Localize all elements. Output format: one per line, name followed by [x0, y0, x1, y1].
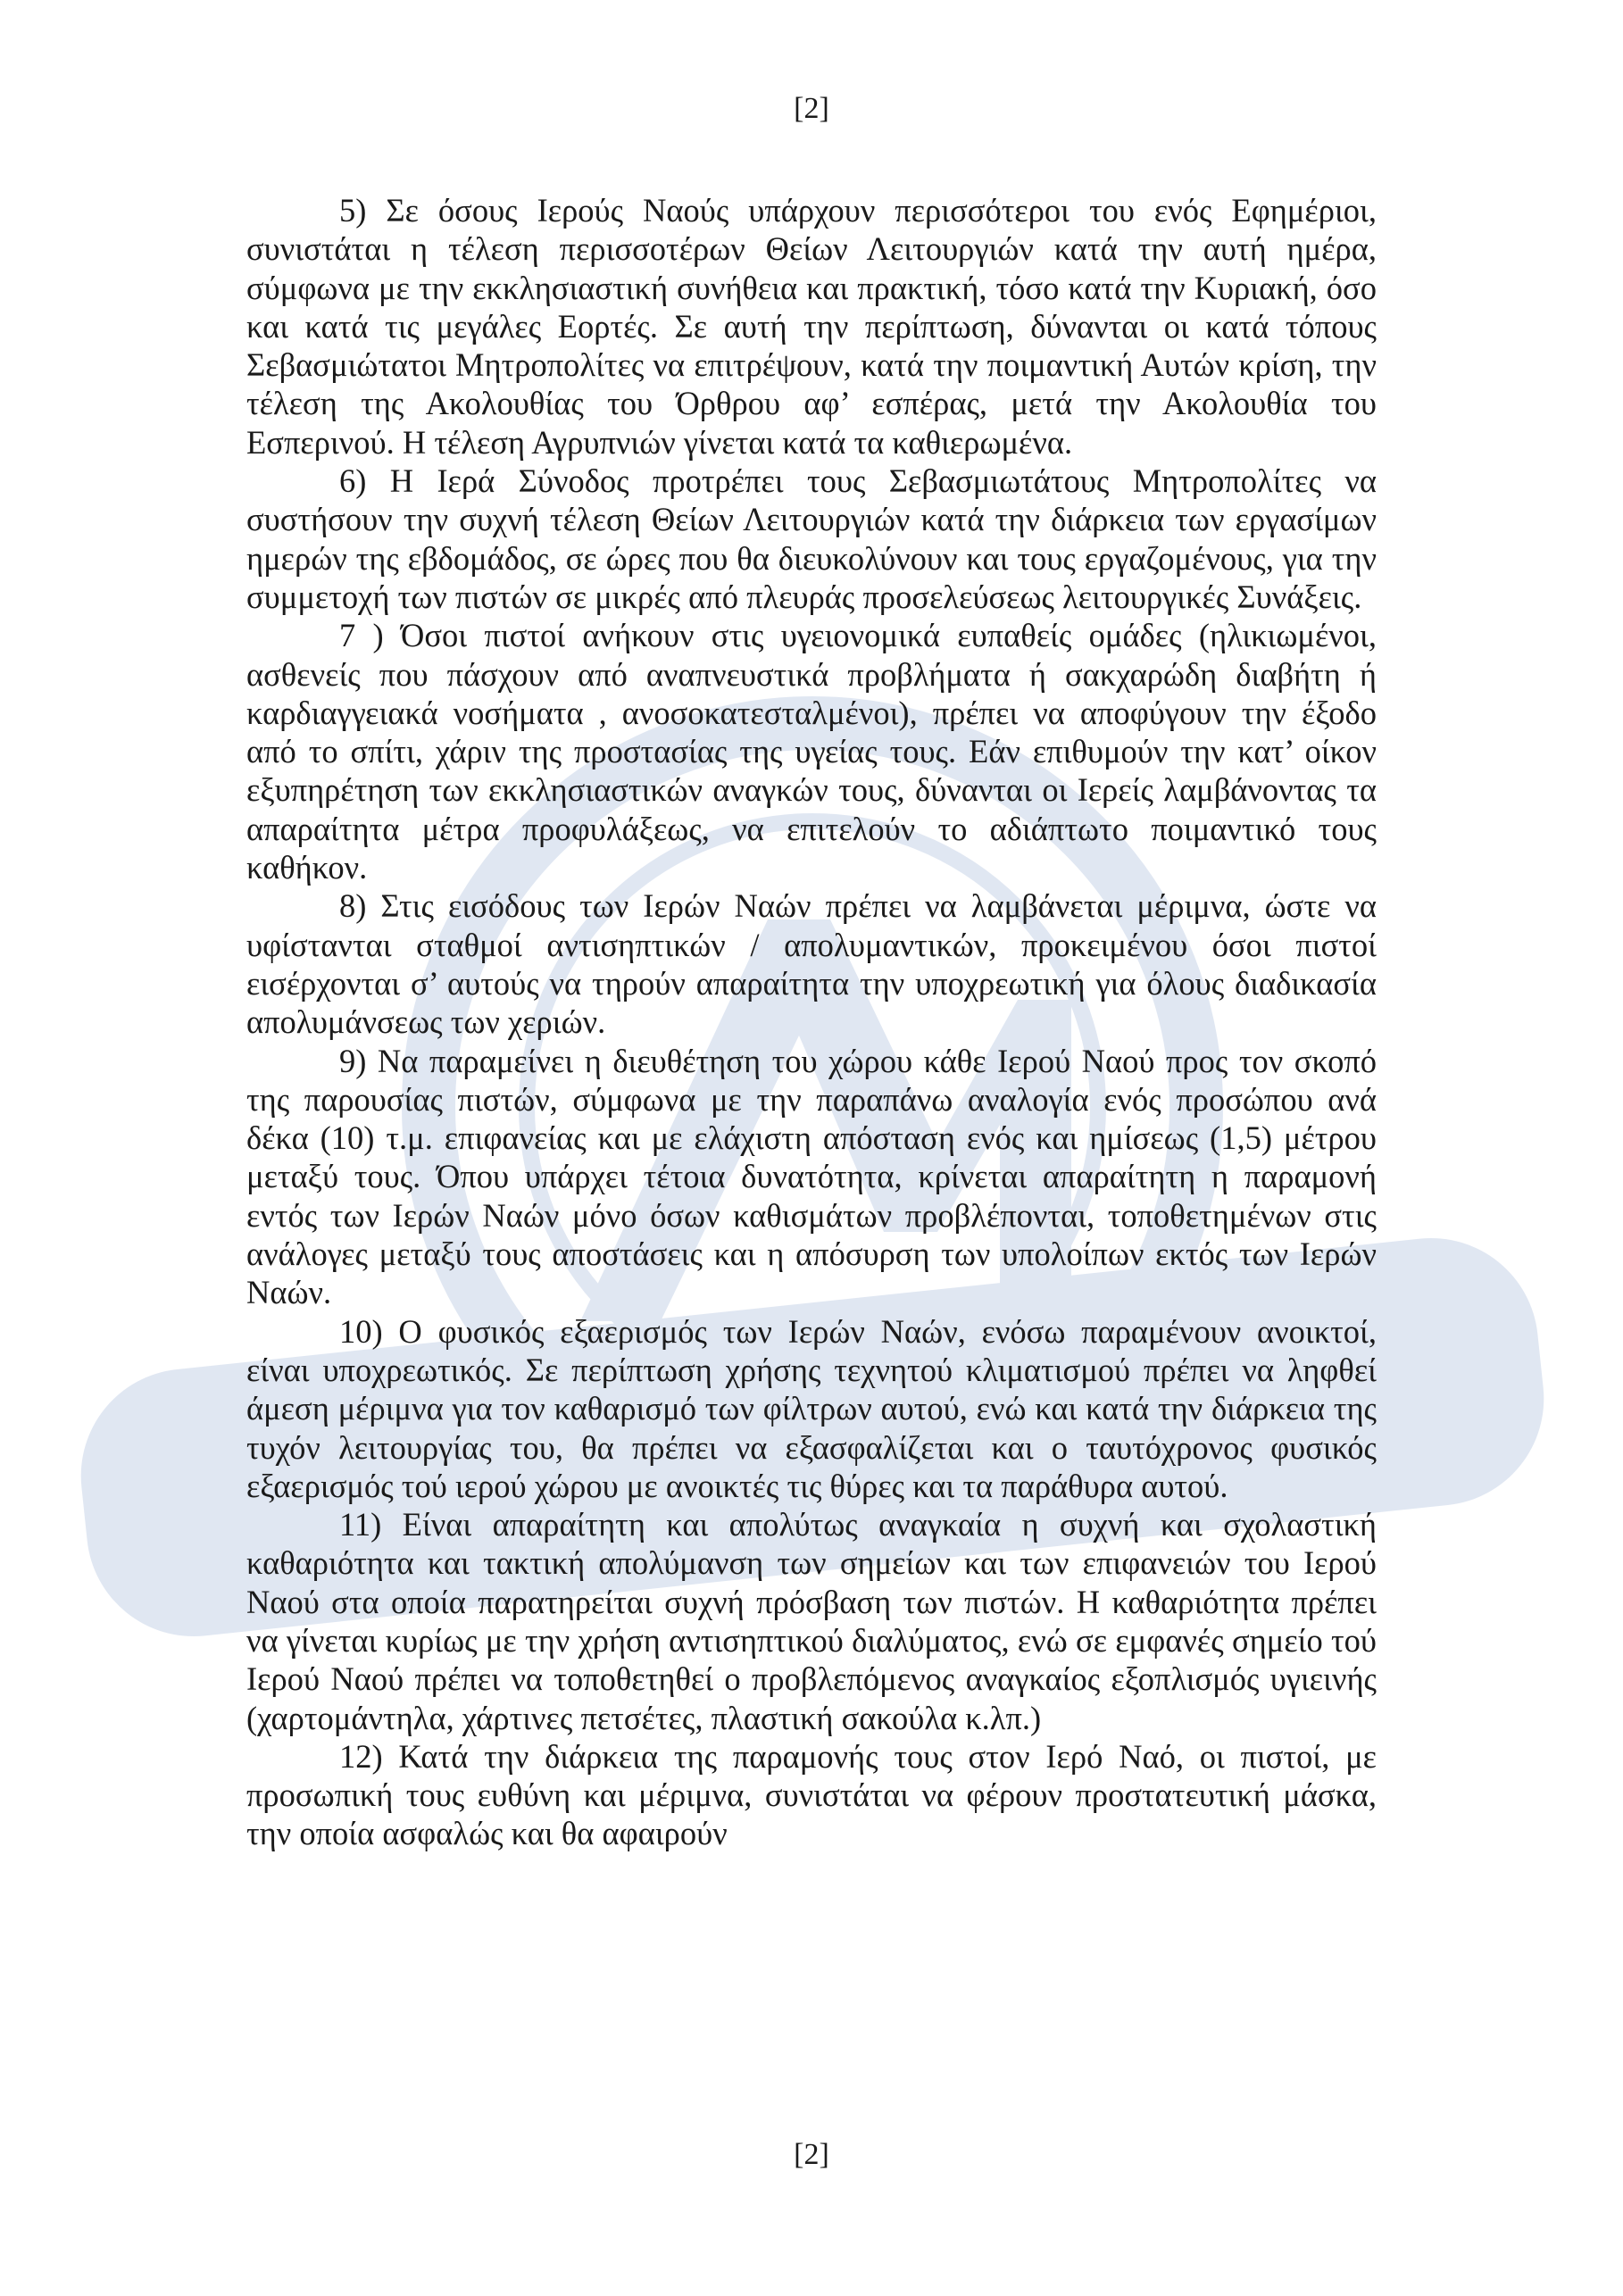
paragraph-6: 6) Η Ιερά Σύνοδος προτρέπει τους Σεβασμιωτάτους Μητροπολίτες να συστήσουν την συχνή τέλεση Θείων Λειτουργιών κατά την διάρκεια των εργασίμων ημερών της εβδομάδος, σε ώρες που θα διευκολύνουν και τους εργαζομένους, για την συμμετοχή των πιστών σε μικρές από πλευράς προσελεύσεως λειτουργικές Συνάξεις. [246, 462, 1377, 615]
paragraph-8: 8) Στις εισόδους των Ιερών Ναών πρέπει να λαμβάνεται μέριμνα, ώστε να υφίστανται σταθμοί αντισηπτικών / απολυμαντικών, προκειμένου όσοι πιστοί εισέρχονται σ’ αυτούς να τηρούν απαραίτητα την υποχρεωτική για όλους διαδικασία απολυμάνσεως των χεριών. [246, 887, 1377, 1041]
paragraph-12: 12) Κατά την διάρκεια της παραμονής τους στον Ιερό Ναό, οι πιστοί, με προσωπική τους ευθύνη και μέριμνα, συνιστάται να φέρουν προστατευτική μάσκα, την οποία ασφαλώς και θα αφαιρούν [246, 1737, 1377, 1852]
paragraph-9: 9) Να παραμείνει η διευθέτηση του χώρου κάθε Ιερού Ναού προς τον σκοπό της παρουσίας πιστών, σύμφωνα με την παραπάνω αναλογία ενός προσώπου ανά δέκα (10) τ.μ. επιφανείας και με ελάχιστη απόσταση ενός και ημίσεως (1,5) μέτρου μεταξύ τους. Όπου υπάρχει τέτοια δυνατότητα, κρίνεται απαραίτητη η παραμονή εντός των Ιερών Ναών μόνο όσων καθισμάτων προβλέπονται, τοποθετημένων στις ανάλογες μεταξύ τους αποστάσεις και η απόσυρση των υπολοίπων εκτός των Ιερών Ναών. [246, 1042, 1377, 1311]
paragraph-10: 10) Ο φυσικός εξαερισμός των Ιερών Ναών, ενόσω παραμένουν ανοικτοί, είναι υποχρεωτικός. Σε περίπτωση χρήσης τεχνητού κλιματισμού πρέπει να ληφθεί άμεση μέριμνα για τον καθαρισμό των φίλτρων αυτού, ενώ και κατά την διάρκεια της τυχόν λειτουργίας του, θα πρέπει να εξασφαλίζεται και ο ταυτόχρονος φυσικός εξαερισμός τού ιερού χώρου με ανοικτές τις θύρες και τα παράθυρα αυτού. [246, 1312, 1377, 1504]
page-number-bottom: [2] [794, 2138, 829, 2171]
page-number-top: [2] [794, 92, 829, 125]
paragraph-11: 11) Είναι απαραίτητη και απολύτως αναγκαία η συχνή και σχολαστική καθαριότητα και τακτική απολύμανση των σημείων και των επιφανειών του Ιερού Ναού στα οποία παρατηρείται συχνή πρόσβαση των πιστών. Η καθαριότητα πρέπει να γίνεται κυρίως με την χρήση αντισηπτικού διαλύματος, ενώ σε εμφανές σημείο τού Ιερού Ναού πρέπει να τοποθετηθεί ο προβλεπόμενος αναγκαίος εξοπλισμός υγιεινής (χαρτομάντηλα, χάρτινες πετσέτες, πλαστική σακούλα κ.λπ.) [246, 1506, 1377, 1736]
document-body [246, 191, 1377, 1853]
paragraph-7: 7 ) Όσοι πιστοί ανήκουν στις υγειονομικά ευπαθείς ομάδες (ηλικιωμένοι, ασθενείς που πάσχουν από αναπνευστικά προβλήματα ή σακχαρώδη διαβήτη ή καρδιαγγειακά νοσήματα , ανοσοκατεσταλμένοι), πρέπει να αποφύγουν την έξοδο από το σπίτι, χάριν της προστασίας της υγείας τους. Εάν επιθυμούν την κατ’ οίκον εξυπηρέτηση των εκκλησιαστικών αναγκών τους, δύνανται οι Ιερείς λαμβάνοντας τα απαραίτητα μέτρα προφυλάξεως, να επιτελούν το αδιάπτωτο ποιμαντικό τους καθήκον. [246, 617, 1377, 886]
paragraph-5: 5) Σε όσους Ιερούς Ναούς υπάρχουν περισσότεροι του ενός Εφημέριοι, συνιστάται η τέλεση περισσοτέρων Θείων Λειτουργιών κατά την αυτή ημέρα, σύμφωνα με την εκκλησιαστική συνήθεια και πρακτική, τόσο κατά την Κυριακή, όσο και κατά τις μεγάλες Εορτές. Σε αυτή την περίπτωση, δύνανται οι κατά τόπους Σεβασμιώτατοι Μητροπολίτες να επιτρέψουν, κατά την ποιμαντική Αυτών κρίση, την τέλεση της Ακολουθίας του Όρθρου αφ’ εσπέρας, μετά την Ακολουθία του Εσπερινού. Η τέλεση Αγρυπνιών γίνεται κατά τα καθιερωμένα. [246, 192, 1377, 461]
